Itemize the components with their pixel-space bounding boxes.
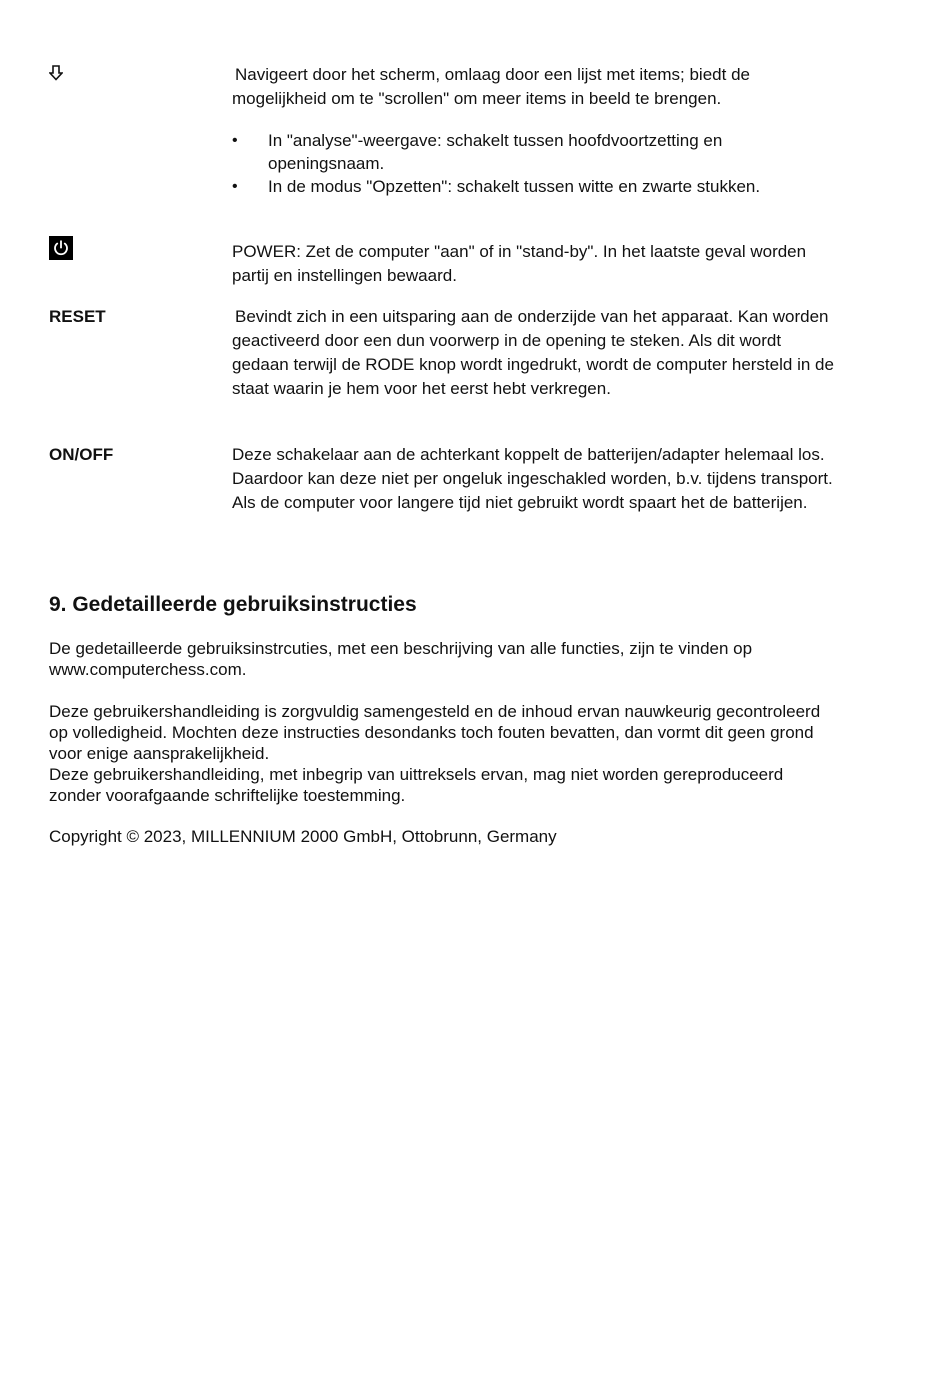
copyright-line: Copyright © 2023, MILLENNIUM 2000 GmbH, Ottobrunn, Germany (49, 827, 557, 846)
list-item (232, 175, 832, 198)
reset-term: RESET (49, 307, 106, 326)
instructions-paragraph: De gedetailleerde gebruiksinstrcuties, met een beschrijving van alle functies, zijn te vinden op www.computerchess.com. (49, 639, 753, 679)
bullet-dot: • (232, 178, 238, 195)
down-arrow-icon (49, 65, 63, 81)
onoff-description: Deze schakelaar aan de achterkant koppelt de batterijen/adapter helemaal los. Daardoor kan deze niet per ongeluk ingeschakled worden, b.v. tijdens transport. Als de computer voor langere tijd niet gebruikt wordt spaart het de batterijen. (232, 445, 833, 512)
bullet-dot: • (232, 132, 238, 149)
row-reset (49, 305, 849, 430)
scroll-bullet-list (232, 129, 832, 198)
scroll-description: Navigeert door het scherm, omlaag door een lijst met items; biedt de mogelijkheid om te "scrollen" om meer items in beeld te brengen. (232, 65, 750, 108)
bullet-text: In "analyse"-weergave: schakelt tussen hoofdvoortzetting en openingsnaam. (268, 131, 723, 173)
disclaimer-paragraph: Deze gebruikershandleiding is zorgvuldig samengesteld en de inhoud ervan nauwkeurig gecontroleerd op volledigheid. Mochten deze instructies desondanks toch fouten bevatten, dan vormt dit geen grond voor enige aansprakelijkheid. (49, 702, 821, 763)
row-onoff (49, 443, 849, 543)
reproduction-paragraph: Deze gebruikershandleiding, met inbegrip van uittreksels ervan, mag niet worden gereproduceerd zonder voorafgaande schriftelijke toestemming. (49, 765, 784, 805)
power-icon (49, 236, 73, 260)
power-description: POWER: Zet de computer "aan" of in "stand-by". In het laatste geval worden partij en instellingen bewaard. (232, 242, 807, 285)
onoff-term: ON/OFF (49, 445, 114, 464)
reset-description: Bevindt zich in een uitsparing aan de onderzijde van het apparaat. Kan worden geactiveerd door een dun voorwerp in de opening te steken. Als dit wordt gedaan terwijl de RODE knop wordt ingedrukt, wordt de computer hersteld in de staat waarin je hem voor het eerst hebt verkregen. (232, 307, 834, 398)
row-power (49, 236, 849, 296)
list-item (232, 129, 832, 175)
row-scroll (49, 63, 849, 233)
bullet-text: In de modus "Opzetten": schakelt tussen witte en zwarte stukken. (268, 177, 761, 196)
section-heading: 9. Gedetailleerde gebruiksinstructies (49, 593, 417, 616)
